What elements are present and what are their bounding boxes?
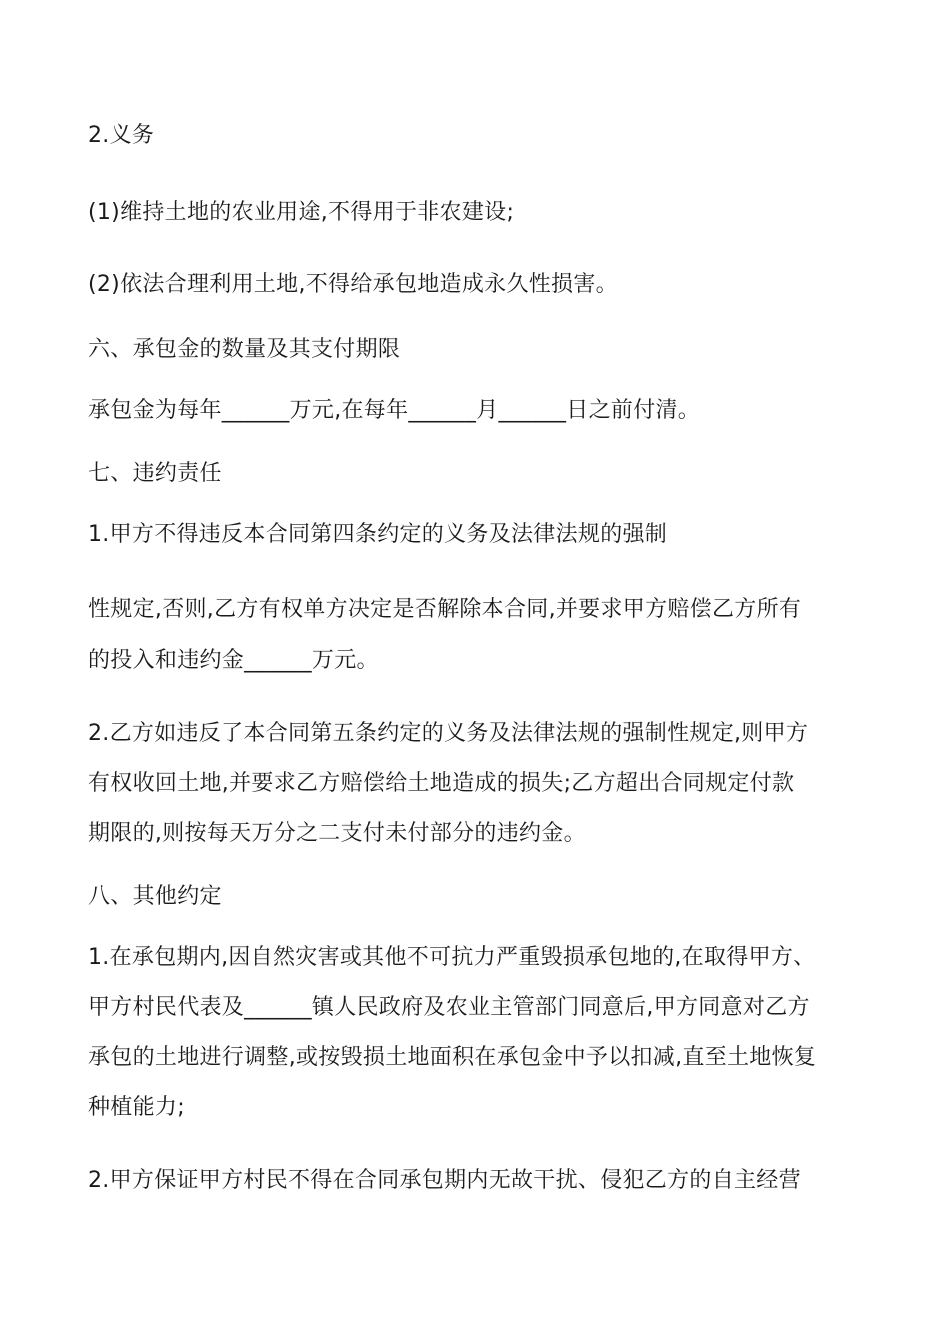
other-item-1-line-2: 甲方村民代表及______镇人民政府及农业主管部门同意后,甲方同意对乙方 <box>88 995 810 1020</box>
breach-item-2-line-3: 期限的,则按每天万分之二支付未付部分的违约金。 <box>88 821 586 846</box>
other-item-1-line-1: 1.在承包期内,因自然灾害或其他不可抗力严重毁损承包地的,在取得甲方、 <box>88 945 816 970</box>
breach-item-2-line-2: 有权收回土地,并要求乙方赔偿给土地造成的损失;乙方超出合同规定付款 <box>88 771 795 796</box>
payment-terms: 承包金为每年______万元,在每年______月______日之前付清。 <box>88 398 701 423</box>
breach-item-1-line-1: 1.甲方不得违反本合同第四条约定的义务及法律法规的强制 <box>88 522 668 547</box>
other-item-1-line-3: 承包的土地进行调整,或按毁损土地面积在承包金中予以扣减,直至土地恢复 <box>88 1045 817 1070</box>
other-item-2-line-1: 2.甲方保证甲方村民不得在合同承包期内无故干扰、侵犯乙方的自主经营 <box>88 1168 801 1193</box>
section-six-heading: 六、承包金的数量及其支付期限 <box>88 337 401 362</box>
obligations-heading: 2.义务 <box>88 123 155 148</box>
breach-item-1-line-2: 性规定,否则,乙方有权单方决定是否解除本合同,并要求甲方赔偿乙方所有 <box>88 597 802 622</box>
obligation-item-2: (2)依法合理利用土地,不得给承包地造成永久性损害。 <box>88 272 618 297</box>
breach-item-1-line-3: 的投入和违约金______万元。 <box>88 648 379 673</box>
breach-item-2-line-1: 2.乙方如违反了本合同第五条约定的义务及法律法规的强制性规定,则甲方 <box>88 721 809 746</box>
section-seven-heading: 七、违约责任 <box>88 461 222 486</box>
other-item-1-line-4: 种植能力; <box>88 1095 185 1120</box>
obligation-item-1: (1)维持土地的农业用途,不得用于非农建设; <box>88 200 515 225</box>
section-eight-heading: 八、其他约定 <box>88 884 222 909</box>
